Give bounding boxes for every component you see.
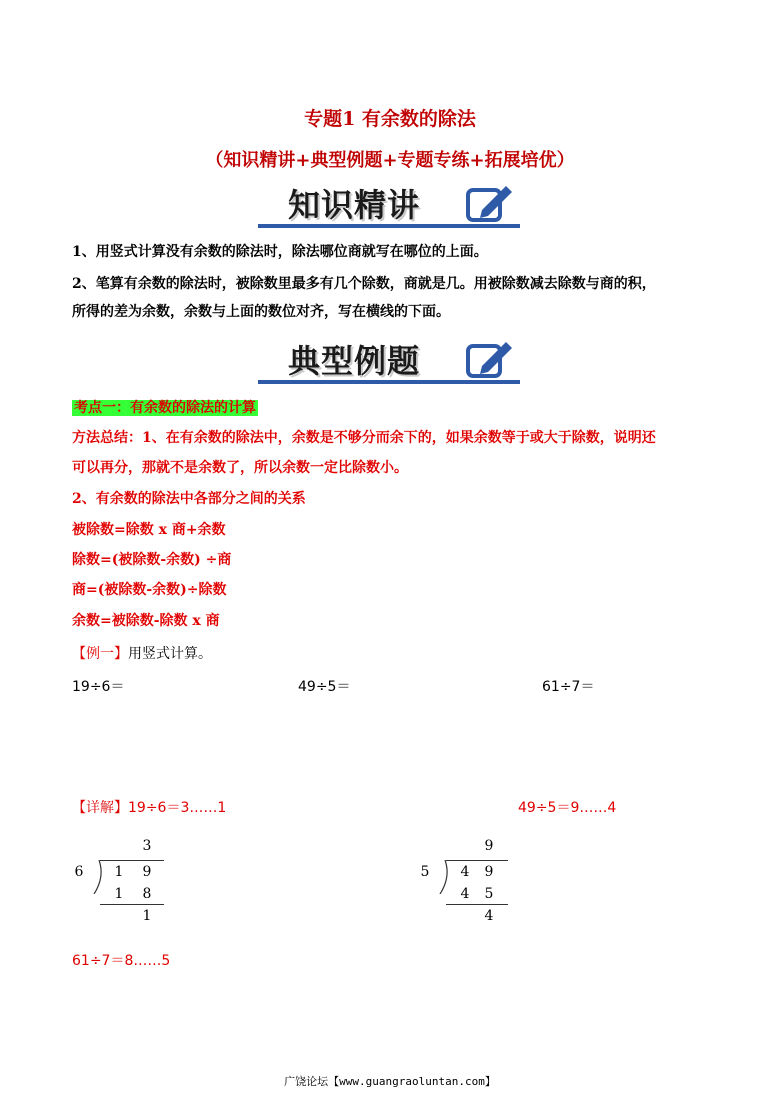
page-title: 专题1 有余数的除法 [304,108,476,130]
dividend-digit: 9 [484,864,494,880]
knowledge-banner [258,178,520,230]
remainder: 4 [484,908,494,924]
solution-line-1 [72,797,226,817]
kaodian-heading-text: 考点一：有余数的除法的计算 [74,400,256,416]
formula-4: 余数=被除数-除数 x 商 [72,613,220,629]
page-subtitle: （知识精讲+典型例题+专题专练+拓展培优） [205,150,575,171]
example-label: 【例一】 [72,646,128,662]
problem-1: 19÷6＝ [72,679,125,695]
product-digit: 5 [484,886,494,902]
long-division-1 [72,838,172,928]
quotient: 9 [484,838,494,854]
quotient: 3 [142,838,152,854]
footer-text: 广饶论坛【www.guangraoluntan.com】 [284,1075,496,1088]
divisor: 6 [74,864,84,880]
divisor: 5 [420,864,430,880]
subtraction-line [100,904,164,905]
solution-label: 【详解】 [72,800,128,816]
subtraction-line [446,904,508,905]
pencil-edit-icon [464,182,514,224]
pencil-edit-icon [464,338,514,380]
knowledge-item-2-line-2: 所得的差为余数，余数与上面的数位对齐，写在横线的下面。 [72,304,450,320]
formula-3: 商=(被除数-余数)÷除数 [72,582,227,598]
answer-1: 19÷6＝3……1 [128,800,227,816]
division-bracket [90,860,104,894]
formula-1: 被除数=除数 x 商+余数 [72,522,226,538]
answer-2: 49÷5＝9……4 [518,800,617,816]
problem-2: 49÷5＝ [298,679,351,695]
remainder: 1 [142,908,152,924]
banner-underline [258,224,520,228]
division-bracket [436,860,450,894]
product-digit: 4 [460,886,470,902]
long-division-2 [420,838,520,928]
division-bar [100,860,164,861]
example-line [72,643,212,663]
examples-banner-text: 典型例题 [288,342,421,380]
problem-3: 61÷7＝ [542,679,595,695]
knowledge-item-2-line-1: 2、笔算有余数的除法时，被除数里最多有几个除数，商就是几。用被除数减去除数与商的积， [72,276,656,292]
method-summary-line-1: 方法总结：1、在有余数的除法中，余数是不够分而余下的，如果余数等于或大于除数，说明还 [72,430,656,446]
product-digit: 8 [142,886,152,902]
product-digit: 1 [114,886,124,902]
dividend-digit: 4 [460,864,470,880]
knowledge-item-1: 1、用竖式计算没有余数的除法时，除法哪位商就写在哪位的上面。 [72,244,488,260]
formula-2: 除数=(被除数-余数) ÷商 [72,552,232,568]
division-bar [446,860,508,861]
examples-banner [258,334,520,386]
answer-3: 61÷7＝8……5 [72,953,171,969]
banner-underline [258,380,520,384]
dividend-digit: 1 [114,864,124,880]
kaodian-heading [72,398,258,418]
relation-title: 2、有余数的除法中各部分之间的关系 [72,491,306,507]
knowledge-banner-text: 知识精讲 [288,186,421,224]
method-summary-line-2: 可以再分，那就不是余数了，所以余数一定比除数小。 [72,460,408,476]
dividend-digit: 9 [142,864,152,880]
example-instruction: 用竖式计算。 [128,646,212,662]
